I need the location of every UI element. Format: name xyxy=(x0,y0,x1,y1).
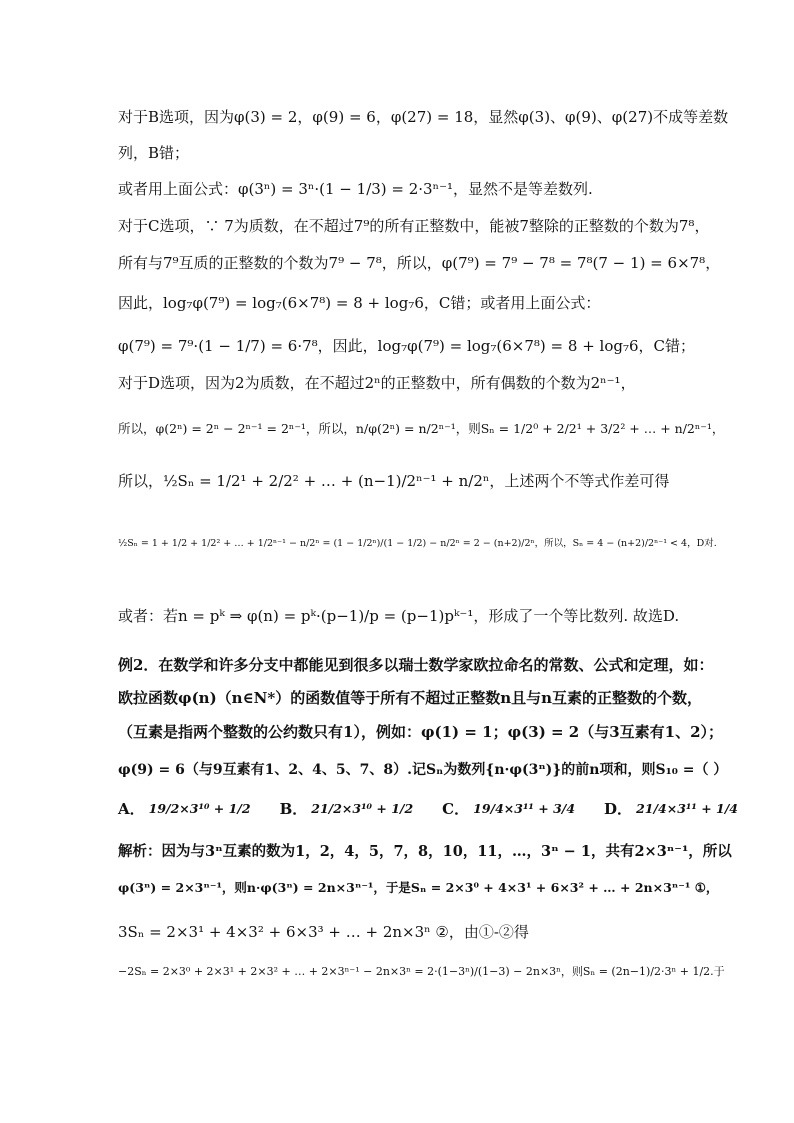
text-line: 或者用上面公式：φ(3ⁿ) = 3ⁿ·(1 − 1/3) = 2·3ⁿ⁻¹，显然不是等差数列. xyxy=(118,180,593,198)
text-line: 对于D选项，因为2为质数，在不超过2ⁿ的正整数中，所有偶数的个数为2ⁿ⁻¹， xyxy=(118,374,636,392)
text-line: 或者：若n = pᵏ ⇒ φ(n) = pᵏ·(p−1)/p = (p−1)pᵏ⁻¹，形成了一个等比数列. 故选D. xyxy=(118,607,680,625)
option-d: D． 21/4×3¹¹ + 1/4 xyxy=(604,800,738,818)
solution-line: 解析：因为与3ⁿ互素的数为1，2，4，5，7，8，10，11，…，3ⁿ − 1，共有2×3ⁿ⁻¹，所以 xyxy=(118,843,732,860)
option-c: C． 19/4×3¹¹ + 3/4 xyxy=(442,800,576,818)
solution-line: 3Sₙ = 2×3¹ + 4×3² + 6×3³ + … + 2n×3ⁿ ②，由①-②得 xyxy=(118,923,529,941)
text-line: 因此，log₇φ(7⁹) = log₇(6×7⁸) = 8 + log₇6，C错；或者用上面公式： xyxy=(118,294,601,312)
text-line: 对于B选项，因为φ(3) = 2，φ(9) = 6，φ(27) = 18，显然φ(3)、φ(9)、φ(27)不成等差数 xyxy=(118,108,729,126)
text-line: 所有与7⁹互质的正整数的个数为7⁹ − 7⁸，所以，φ(7⁹) = 7⁹ − 7⁸ = 7⁸(7 − 1) = 6×7⁸， xyxy=(118,254,721,272)
text-line: （互素是指两个整数的公约数只有1），例如：φ(1) = 1；φ(3) = 2（与3互素有1、2）； xyxy=(118,723,724,741)
solution-line: −2Sₙ = 2×3⁰ + 2×3¹ + 2×3² + … + 2×3ⁿ⁻¹ − 2n×3ⁿ = 2·(1−3ⁿ)/(1−3) − 2n×3ⁿ，则Sₙ = (2n−1)/2·3ⁿ + 1/2.于 xyxy=(118,965,725,978)
text-line: 欧拉函数φ(n)（n∈N*）的函数值等于所有不超过正整数n且与n互素的正整数的个数， xyxy=(118,689,703,707)
option-a: A． 19/2×3¹⁰ + 1/2 xyxy=(118,800,251,818)
text-line: 对于C选项，∵ 7为质数，在不超过7⁹的所有正整数中，能被7整除的正整数的个数为7⁸， xyxy=(118,217,710,235)
example-heading: 例2．在数学和许多分支中都能见到很多以瑞士数学家欧拉命名的常数、公式和定理，如： xyxy=(118,656,714,674)
option-b: B． 21/2×3¹⁰ + 1/2 xyxy=(279,800,414,818)
text-line: 所以，½Sₙ = 1/2¹ + 2/2² + … + (n−1)/2ⁿ⁻¹ + n/2ⁿ，上述两个不等式作差可得 xyxy=(118,472,670,490)
text-line: 列，B错； xyxy=(118,144,190,162)
text-line: ½Sₙ = 1 + 1/2 + 1/2² + … + 1/2ⁿ⁻¹ − n/2ⁿ = (1 − 1/2ⁿ)/(1 − 1/2) − n/2ⁿ = 2 − (n+2)/2ⁿ，所以，Sₙ = 4 − (n+2)/2ⁿ⁻¹ < 4，D对. xyxy=(118,538,717,549)
text-line: φ(9) = 6（与9互素有1、2、4、5、7、8）.记Sₙ为数列{n·φ(3ⁿ)}的前n项和，则S₁₀ =（ ） xyxy=(118,762,728,778)
text-line: φ(7⁹) = 7⁹·(1 − 1/7) = 6·7⁸，因此，log₇φ(7⁹) = log₇(6×7⁸) = 8 + log₇6，C错； xyxy=(118,337,696,355)
answer-options xyxy=(118,798,738,819)
text-line: 所以，φ(2ⁿ) = 2ⁿ − 2ⁿ⁻¹ = 2ⁿ⁻¹，所以，n/φ(2ⁿ) = n/2ⁿ⁻¹，则Sₙ = 1/2⁰ + 2/2¹ + 3/2² + … + n/2ⁿ⁻¹， xyxy=(118,421,725,436)
solution-line: φ(3ⁿ) = 2×3ⁿ⁻¹，则n·φ(3ⁿ) = 2n×3ⁿ⁻¹，于是Sₙ = 2×3⁰ + 4×3¹ + 6×3² + … + 2n×3ⁿ⁻¹ ①， xyxy=(118,880,719,895)
